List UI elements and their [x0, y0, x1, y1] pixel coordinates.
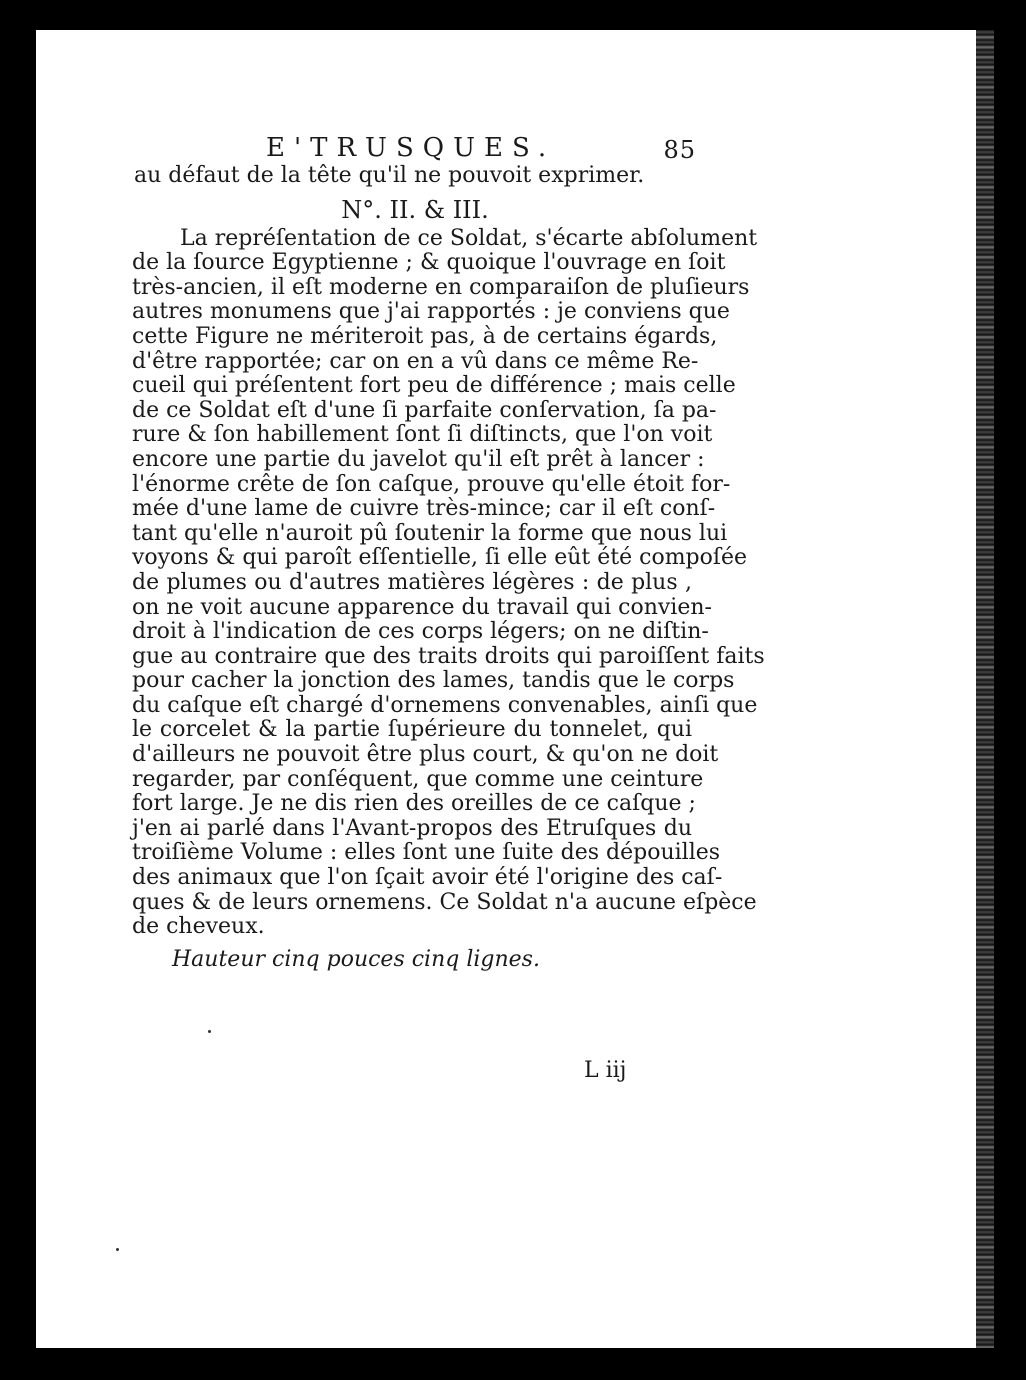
page-number: 85 — [663, 136, 696, 164]
paragraph-line: de la ſource Egyptienne ; & quoique l'ouvrage en ſoit — [132, 250, 726, 276]
paragraph-line: tant qu'elle n'auroit pû ſoutenir la forme que nous lui — [132, 520, 728, 546]
paragraph-line: on ne voit aucune apparence du travail qui convien- — [132, 594, 712, 620]
paragraph-line: d'ailleurs ne pouvoit être plus court, & qu'on ne doit — [132, 742, 719, 768]
body-paragraph — [132, 225, 765, 940]
ink-speck — [116, 1248, 119, 1251]
paragraph-line: droit à l'indication de ces corps légers; on ne diſtin- — [132, 619, 709, 645]
paragraph-line: de cheveux. — [132, 914, 265, 940]
running-head-title: E'TRUSQUES. — [266, 133, 556, 163]
paragraph-line: très-ancien, il eſt moderne en comparaiſon de pluſieurs — [132, 274, 750, 300]
paragraph-line: pour cacher la jonction des lames, tandis que le corps — [132, 668, 735, 694]
paragraph-line: du caſque eſt chargé d'ornemens convenables, ainſi que — [132, 692, 758, 718]
paragraph-line: regarder, par conſéquent, que comme une ceinture — [132, 766, 704, 792]
paragraph-line: fort large. Je ne dis rien des oreilles de ce caſque ; — [132, 791, 696, 817]
paragraph-line: autres monumens que j'ai rapportés : je conviens que — [132, 299, 730, 325]
paragraph-line: j'en ai parlé dans l'Avant-propos des Etruſques du — [132, 815, 692, 841]
paragraph-line: cueil qui préſentent fort peu de différence ; mais celle — [132, 373, 736, 399]
paragraph-line: d'être rapportée; car on en a vû dans ce même Re- — [132, 348, 699, 374]
signature-mark: L iij — [584, 1058, 627, 1083]
paragraph-line: ques & de leurs ornemens. Ce Soldat n'a aucune eſpèce — [132, 889, 757, 915]
paragraph-line: La repréſentation de ce Soldat, s'écarte abſolument — [180, 225, 758, 251]
section-heading: N°. II. & III. — [341, 195, 489, 224]
paragraph-line: encore une partie du javelot qu'il eſt prêt à lancer : — [132, 446, 705, 472]
page-edge-shadow — [976, 30, 994, 1348]
book-page — [36, 30, 976, 1348]
running-head — [132, 132, 696, 164]
height-caption: Hauteur cinq pouces cinq lignes. — [172, 946, 540, 972]
ink-speck — [208, 1030, 211, 1033]
paragraph-line: des animaux que l'on ſçait avoir été l'origine des caſ- — [132, 865, 723, 891]
paragraph-line: de ce Soldat eſt d'une ſi parfaite conſervation, ſa pa- — [132, 397, 717, 423]
paragraph-line: gue au contraire que des traits droits qui paroiſſent faits — [132, 643, 765, 669]
paragraph-line: le corcelet & la partie ſupérieure du tonnelet, qui — [132, 717, 692, 743]
paragraph-line: cette Figure ne mériteroit pas, à de certains égards, — [132, 323, 718, 349]
paragraph-line: de plumes ou d'autres matières légères : de plus , — [132, 569, 692, 595]
paragraph-line: l'énorme crête de ſon caſque, prouve qu'elle étoit for- — [132, 471, 731, 497]
intro-line: au défaut de la tête qu'il ne pouvoit exprimer. — [134, 163, 645, 188]
paragraph-line: mée d'une lame de cuivre très-mince; car il eſt conſ- — [132, 496, 716, 522]
paragraph-line: voyons & qui paroît eſſentielle, ſi elle eût été compoſée — [132, 545, 748, 571]
paragraph-line: troiſième Volume : elles ſont une ſuite des dépouilles — [132, 840, 721, 866]
text-block — [132, 132, 765, 974]
paragraph-line: rure & ſon habillement ſont ſi diſtincts, que l'on voit — [132, 422, 713, 448]
